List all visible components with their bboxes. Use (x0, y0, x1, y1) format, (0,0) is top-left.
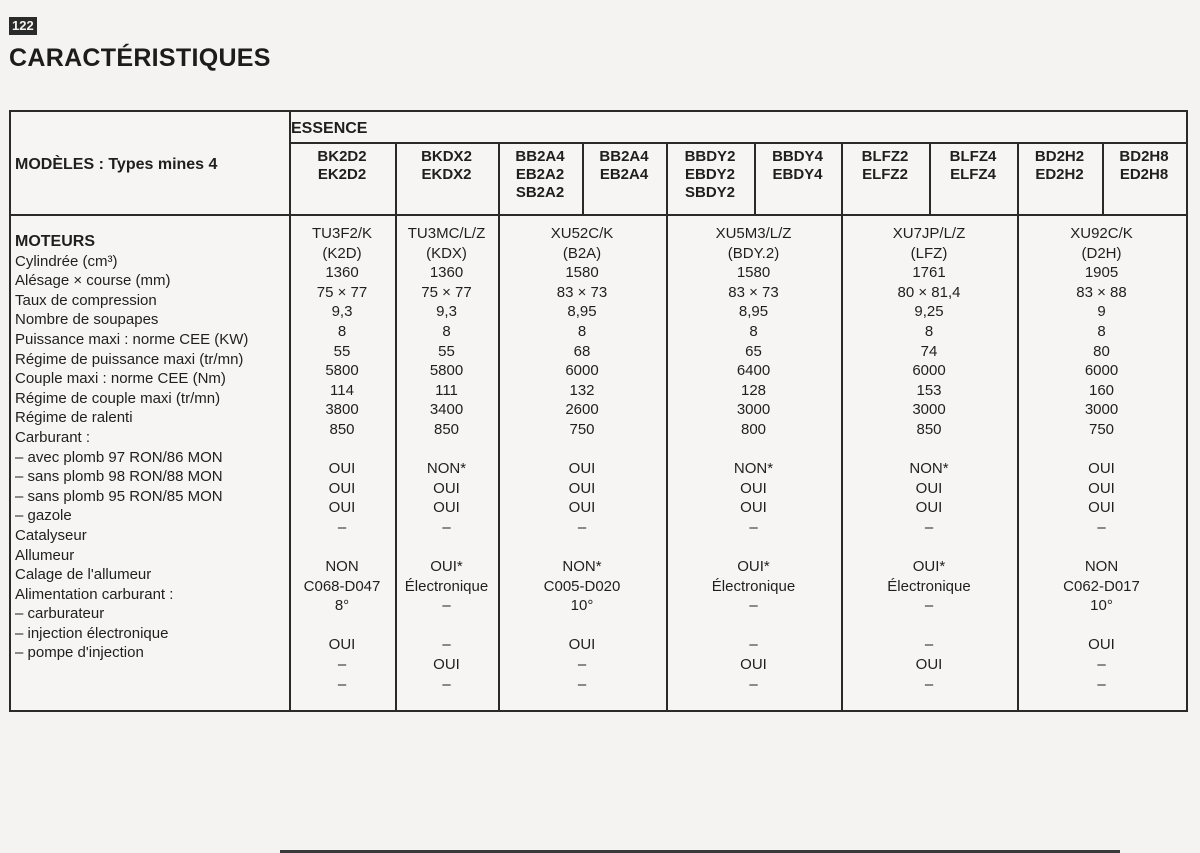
spec-value: 68 (573, 342, 591, 360)
spec-value: 9,3 (331, 303, 353, 321)
spec-value: OUI (328, 479, 356, 497)
spec-value: OUI (915, 656, 943, 674)
spec-value: – (577, 518, 587, 536)
row-label: Carburant : (15, 428, 91, 446)
spec-value: OUI (740, 656, 767, 674)
spec-value: 83 × 73 (728, 283, 779, 301)
spec-value: 1761 (912, 264, 946, 282)
models-label: MODÈLES : Types mines 4 (15, 156, 218, 173)
spec-value (498, 538, 666, 558)
model-header-cell (666, 148, 754, 202)
model-header-cell (754, 148, 841, 184)
spec-value: 8 (442, 322, 451, 340)
model-header-cell (395, 148, 498, 184)
spec-value: 8 (337, 322, 347, 340)
spec-value: – (924, 675, 934, 693)
spec-value: 8,95 (738, 303, 769, 321)
spec-value: – (337, 518, 347, 536)
row-label: Régime de ralenti (15, 409, 133, 427)
spec-value: 3000 (1084, 401, 1119, 419)
model-code: SB2A2 (515, 184, 565, 201)
row-label: Calage de l'allumeur (15, 566, 152, 584)
model-code: BKDX2 (421, 148, 472, 165)
spec-value: – (924, 636, 934, 654)
engine-column (1017, 224, 1186, 694)
spec-value: – (749, 636, 758, 654)
spec-value: (K2D) (322, 244, 362, 262)
spec-value: 8 (924, 322, 934, 340)
model-code: BK2D2 (317, 148, 367, 165)
row-label: Catalyseur (15, 526, 87, 544)
spec-value (841, 616, 1017, 636)
spec-value: 55 (333, 342, 351, 360)
page-number: 122 (9, 17, 37, 35)
model-code: ELFZ4 (950, 166, 996, 183)
model-code: BBDY2 (684, 148, 736, 165)
spec-value: 6000 (565, 362, 599, 380)
spec-value: – (442, 675, 451, 693)
spec-value: – (749, 597, 758, 615)
model-code: BD2H8 (1119, 148, 1169, 165)
engine-column (666, 224, 841, 694)
spec-value: OUI (915, 479, 943, 497)
row-label: – avec plomb 97 RON/86 MON (15, 448, 223, 466)
spec-value: 1360 (429, 264, 464, 282)
spec-value: 850 (329, 420, 355, 438)
spec-value (289, 538, 395, 558)
model-code: BLFZ4 (949, 148, 997, 165)
model-code: EB2A4 (599, 166, 649, 183)
spec-value (841, 440, 1017, 460)
spec-value: 3000 (736, 401, 771, 419)
spec-value: 65 (745, 342, 762, 360)
row-label: Nombre de soupapes (15, 311, 159, 329)
spec-value: 1580 (736, 264, 771, 282)
spec-value: OUI (328, 499, 356, 517)
engine-column (289, 224, 395, 694)
row-label: Régime de couple maxi (tr/mn) (15, 389, 221, 407)
spec-value: – (337, 675, 347, 693)
model-header-cell (498, 148, 582, 202)
spec-value: – (442, 518, 451, 536)
group-header: ESSENCE (291, 120, 368, 137)
spec-value (666, 616, 841, 636)
spec-value: OUI (740, 499, 767, 517)
spec-value (395, 538, 498, 558)
model-code: EBDY4 (772, 166, 823, 183)
model-header-cell (289, 148, 395, 184)
spec-value: 8,95 (567, 303, 597, 321)
spec-value: OUI (433, 479, 460, 497)
spec-value: NON* (426, 460, 467, 478)
spec-value: – (577, 675, 587, 693)
spec-value (841, 538, 1017, 558)
spec-value: OUI (568, 460, 596, 478)
row-labels (15, 232, 287, 663)
spec-value: NON* (909, 460, 949, 478)
spec-value: – (1097, 675, 1106, 693)
spec-value: TU3MC/L/Z (407, 225, 486, 242)
row-label: Puissance maxi : norme CEE (KW) (15, 330, 249, 348)
spec-value (1017, 616, 1186, 636)
spec-value: OUI* (737, 558, 770, 576)
spec-value: C068-D047 (303, 577, 381, 595)
spec-value: OUI (433, 499, 460, 517)
spec-value: NON* (733, 460, 774, 478)
spec-value: (B2A) (562, 244, 602, 262)
row-label: Régime de puissance maxi (tr/mn) (15, 350, 244, 368)
spec-value: 850 (916, 420, 942, 438)
spec-value: 5800 (429, 362, 464, 380)
model-header-cell (1102, 148, 1186, 184)
model-header-cell (841, 148, 929, 184)
model-code: EBDY2 (684, 166, 736, 183)
spec-value: 128 (740, 381, 767, 399)
spec-value: 1580 (565, 264, 599, 282)
spec-value: OUI (328, 460, 356, 478)
model-code: EKDX2 (421, 166, 472, 183)
section-label-moteurs: MOTEURS (15, 233, 95, 250)
row-label: – gazole (15, 507, 72, 525)
spec-value: OUI (568, 479, 596, 497)
spec-value: 750 (569, 420, 595, 438)
spec-value: (BDY.2) (727, 244, 780, 262)
spec-value: 5800 (325, 362, 359, 380)
spec-value: (D2H) (1081, 244, 1122, 262)
spec-value: XU7JP/L/Z (892, 225, 966, 242)
spec-value: OUI* (912, 558, 946, 576)
row-label: Couple maxi : norme CEE (Nm) (15, 370, 226, 388)
spec-value: 6000 (1084, 362, 1119, 380)
spec-value: 8 (1097, 322, 1106, 340)
spec-value: 75 × 77 (421, 283, 472, 301)
spec-value: (KDX) (426, 244, 467, 262)
model-code: ED2H8 (1119, 166, 1169, 183)
spec-value: 114 (330, 381, 354, 399)
model-code: BB2A4 (515, 148, 565, 165)
spec-value (666, 440, 841, 460)
models-row-rule (11, 214, 1186, 216)
spec-value: OUI* (430, 558, 463, 576)
spec-value: 750 (1088, 420, 1115, 438)
row-label: Taux de compression (15, 291, 157, 309)
page-title: CARACTÉRISTIQUES (9, 44, 271, 72)
spec-value: 10° (570, 597, 594, 615)
spec-value: 2600 (565, 401, 599, 419)
spec-value: 10° (1090, 597, 1113, 615)
spec-value (289, 616, 395, 636)
spec-value: – (749, 675, 758, 693)
engine-column (498, 224, 666, 694)
row-label: – injection électronique (15, 624, 169, 642)
model-code: ELFZ2 (862, 166, 908, 183)
spec-value: – (577, 656, 587, 674)
row-label: Cylindrée (cm³) (15, 252, 118, 270)
spec-value: OUI (568, 499, 596, 517)
model-code: SBDY2 (684, 184, 736, 201)
row-label: – pompe d'injection (15, 644, 144, 662)
spec-value: NON (1084, 558, 1119, 576)
spec-value: NON (325, 558, 359, 576)
spec-value: 800 (740, 420, 767, 438)
spec-value: OUI (1088, 636, 1115, 654)
engine-column (395, 224, 498, 694)
spec-value (498, 440, 666, 460)
spec-value: 850 (433, 420, 460, 438)
spec-value: TU3F2/K (311, 225, 372, 242)
model-code: BD2H2 (1034, 148, 1085, 165)
spec-value: C062-D017 (1063, 577, 1140, 595)
spec-value: Électronique (711, 577, 796, 595)
spec-value: OUI (1088, 460, 1115, 478)
spec-value (395, 440, 498, 460)
spec-value (1017, 538, 1186, 558)
spec-value: 8 (577, 322, 587, 340)
spec-value: 160 (1088, 381, 1115, 399)
row-label: Allumeur (15, 546, 75, 564)
spec-value: 9,25 (914, 303, 944, 321)
model-code: BB2A4 (599, 148, 649, 165)
spec-value: Électronique (404, 577, 489, 595)
spec-value: 3800 (325, 401, 359, 419)
spec-value (395, 616, 498, 636)
spec-value: 8 (749, 322, 758, 340)
spec-value: 3400 (429, 401, 464, 419)
row-label: – carburateur (15, 605, 105, 623)
spec-value: 6400 (736, 362, 771, 380)
spec-value: – (442, 636, 451, 654)
model-header-cell (582, 148, 666, 184)
spec-value: XU92C/K (1070, 225, 1133, 242)
spec-value: – (442, 597, 451, 615)
model-code: ED2H2 (1035, 166, 1084, 183)
spec-value: OUI (328, 636, 356, 654)
spec-value: 9,3 (436, 303, 457, 321)
engine-column (841, 224, 1017, 694)
spec-value: 111 (435, 381, 458, 399)
spec-value: 75 × 77 (316, 283, 368, 301)
spec-value (666, 538, 841, 558)
specifications-table (9, 110, 1188, 712)
spec-value: OUI (1088, 499, 1115, 517)
model-code: EK2D2 (317, 166, 367, 183)
spec-value: 3000 (912, 401, 946, 419)
row-label: Alimentation carburant : (15, 585, 174, 603)
spec-value: 9 (1097, 303, 1106, 321)
spec-value: 8° (334, 597, 350, 615)
model-header-cell (1017, 148, 1102, 184)
spec-value: OUI (433, 656, 460, 674)
spec-value: Électronique (887, 577, 971, 595)
spec-value: OUI (1088, 479, 1115, 497)
spec-value: OUI (915, 499, 943, 517)
spec-value: 55 (438, 342, 455, 360)
spec-value: XU52C/K (550, 225, 614, 242)
spec-value: NON* (562, 558, 602, 576)
spec-value: 132 (569, 381, 595, 399)
row-label: – sans plomb 98 RON/88 MON (15, 468, 223, 486)
spec-value (498, 616, 666, 636)
model-code: EB2A2 (515, 166, 565, 183)
spec-value: – (924, 597, 934, 615)
spec-value: OUI (740, 479, 767, 497)
spec-value: 1905 (1084, 264, 1119, 282)
spec-value: 1360 (325, 264, 359, 282)
model-header-cell (929, 148, 1017, 184)
row-label: – sans plomb 95 RON/85 MON (15, 487, 223, 505)
spec-value: 80 × 81,4 (897, 283, 961, 301)
spec-value: OUI (568, 636, 596, 654)
spec-value: 6000 (912, 362, 946, 380)
spec-value: – (337, 656, 347, 674)
model-code: BBDY4 (772, 148, 823, 165)
spec-value: C005-D020 (543, 577, 621, 595)
model-code: BLFZ2 (861, 148, 909, 165)
spec-value: 153 (916, 381, 942, 399)
spec-value: (LFZ) (910, 244, 948, 262)
spec-value: 80 (1093, 342, 1110, 360)
row-label: Alésage × course (mm) (15, 272, 171, 290)
spec-value: – (1097, 518, 1106, 536)
spec-value: – (1097, 656, 1106, 674)
spec-value: 83 × 88 (1076, 283, 1127, 301)
spec-value: – (749, 518, 758, 536)
spec-value: XU5M3/L/Z (715, 225, 792, 242)
group-header-rule (289, 142, 1186, 144)
spec-value: – (924, 518, 934, 536)
spec-value: 83 × 73 (556, 283, 608, 301)
spec-value (1017, 440, 1186, 460)
spec-value (289, 440, 395, 460)
spec-value: 74 (920, 342, 938, 360)
